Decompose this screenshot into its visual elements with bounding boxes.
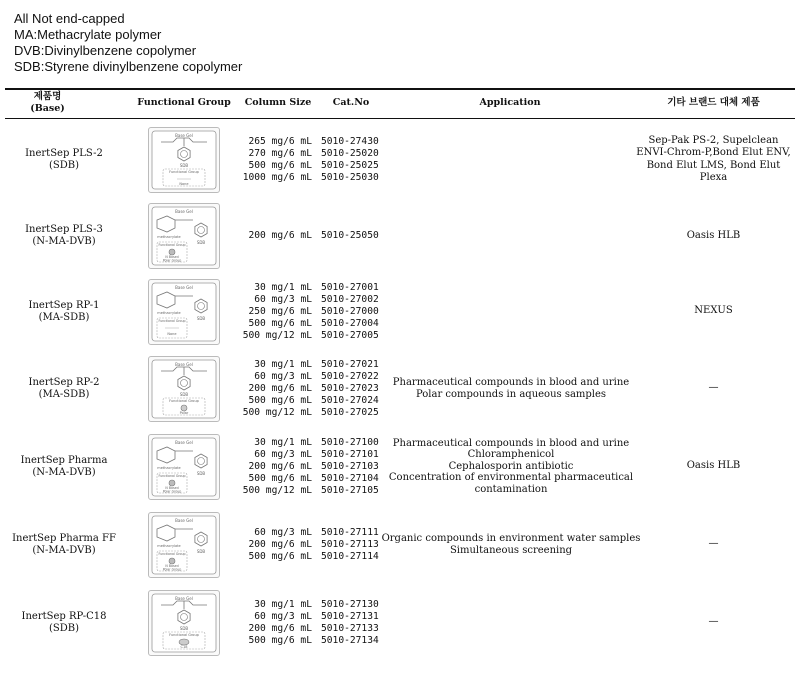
svg-text:Functional Group: Functional Group [169,632,199,637]
column-size: 200 mg/6 mL [248,382,312,394]
svg-text:Base Gel: Base Gel [175,439,193,445]
cat-no: 5010-27133 [321,622,379,634]
application-line: Concentration of environmental pharmaceutical [388,472,634,484]
functional-group-diagram-icon [148,590,220,656]
column-size: 500 mg/6 mL [248,159,312,171]
functional-group-cell [148,274,220,349]
product-base: (N-MA-DVB) [32,466,96,478]
svg-text:Base Gel: Base Gel [175,517,193,523]
column-size: 200 mg/6 mL [248,460,312,472]
column-size: 200 mg/6 mL [248,622,312,634]
product-name: InertSep RP-2 [28,376,100,388]
application-line: Polar compounds in aqueous samples [415,388,607,400]
product-name: InertSep Pharma [20,454,108,466]
cat-no: 5010-27104 [321,472,379,484]
product-name-cell [0,121,128,198]
column-size-cell [228,584,312,661]
functional-group-diagram-icon [148,356,220,422]
column-size-cell [228,274,312,349]
cat-no: 5010-27023 [321,382,379,394]
cat-no: 5010-27101 [321,448,379,460]
column-size: 265 mg/6 mL [248,135,312,147]
application-cell [380,506,642,583]
product-base: (N-MA-DVB) [32,236,96,247]
alternatives-cell [632,274,795,349]
functional-group-diagram-icon [148,279,220,345]
svg-text:methacrylate: methacrylate [157,465,181,470]
svg-text:Polar: Polar [179,410,189,415]
header-column-size: Column Size [244,97,312,108]
svg-text:SDB: SDB [179,162,189,168]
cat-no: 5010-27025 [321,406,379,418]
application-line: Chloramphenicol [467,449,555,461]
column-size-cell [228,350,312,427]
cat-no: 5010-27114 [321,550,379,562]
column-size: 60 mg/3 mL [254,448,312,460]
svg-text:C18: C18 [180,644,188,649]
application-cell [380,584,642,661]
cat-no-cell [321,428,385,505]
legend-line-4: SDB:Styrene divinylbenzene copolymer [14,59,243,74]
alternative-line: Oasis HLB [686,229,741,241]
cat-no: 5010-27000 [321,305,379,317]
column-size-cell [228,199,312,273]
application-line: Pharmaceutical compounds in blood and urine [392,377,630,388]
column-size-cell [228,506,312,583]
column-size: 500 mg/6 mL [248,550,312,562]
alternative-line: ENVI-Chrom-P,Bond Elut ENV, [636,147,791,158]
alternative-line: — [708,538,719,550]
svg-text:Polar Group: Polar Group [162,258,182,263]
alternative-line: Sep-Pak PS-2, Supelclean [648,134,779,146]
column-size: 30 mg/1 mL [254,358,312,370]
cat-no-cell [321,506,385,583]
application-cell [380,428,642,505]
functional-group-cell [148,121,220,198]
column-size-cell [228,428,312,505]
svg-text:SDB: SDB [196,470,206,476]
functional-group-cell [148,428,220,505]
product-base: (MA-SDB) [38,311,90,323]
column-size: 200 mg/6 mL [248,538,312,550]
product-name: InertSep RP-1 [28,299,100,311]
svg-text:Functional Group: Functional Group [158,243,186,247]
cat-no: 5010-27131 [321,610,379,622]
table-row [0,350,795,427]
application-cell [380,121,642,198]
alternative-line: Bond Elut LMS, Bond Elut Plexa [646,159,781,183]
product-name-cell [0,274,128,349]
application-cell [380,350,642,427]
svg-text:SDB: SDB [196,548,206,554]
application-line: Organic compounds in environment water samples [381,533,641,544]
svg-text:Functional Group: Functional Group [158,473,186,478]
header-functional-group: Functional Group [137,97,231,108]
column-size: 500 mg/12 mL [242,329,312,341]
header-application: Application [479,97,541,108]
column-size: 1000 mg/6 mL [242,171,312,183]
column-size: 270 mg/6 mL [248,147,312,159]
column-size: 30 mg/1 mL [254,281,312,293]
application-cell [380,274,642,349]
column-size: 500 mg/6 mL [248,394,312,406]
functional-group-diagram-icon [148,203,220,269]
svg-text:N Based: N Based [165,255,179,259]
column-size: 30 mg/1 mL [254,598,312,610]
alternative-line: — [708,616,719,628]
svg-text:Base Gel: Base Gel [175,209,193,214]
product-name-cell [0,584,128,661]
application-line: Pharmaceutical compounds in blood and urine [392,437,630,449]
svg-text:methacrylate: methacrylate [157,543,181,548]
header-bottom-rule [5,118,795,119]
header-cat-no: Cat.No [332,97,370,108]
product-base: (MA-SDB) [38,388,90,400]
table-row [0,121,795,198]
application-cell [380,199,642,273]
column-size: 500 mg/6 mL [248,634,312,646]
svg-text:N Based: N Based [165,485,179,490]
cat-no-cell [321,121,385,198]
svg-text:SDB: SDB [179,391,189,397]
svg-text:N Based: N Based [165,563,179,568]
functional-group-diagram-icon [148,512,220,578]
cat-no-cell [321,584,385,661]
cat-no: 5010-27111 [321,526,379,538]
cat-no: 5010-27004 [321,317,379,329]
alternatives-cell [632,584,795,661]
column-size: 200 mg/6 mL [248,230,312,241]
svg-text:Base Gel: Base Gel [175,132,193,138]
svg-text:Functional Group: Functional Group [169,398,199,403]
alternatives-cell [632,428,795,505]
product-base: (N-MA-DVB) [32,544,96,556]
cat-no: 5010-27430 [321,135,379,147]
svg-text:Base Gel: Base Gel [175,595,193,601]
cat-no: 5010-25030 [321,171,379,183]
cat-no: 5010-27021 [321,358,379,370]
alternative-line: — [708,382,719,394]
application-line: contamination [474,483,548,495]
product-base: (SDB) [48,622,80,634]
functional-group-cell [148,506,220,583]
cat-no: 5010-27024 [321,394,379,406]
functional-group-cell [148,350,220,427]
svg-text:None: None [179,181,189,186]
cat-no-cell [321,274,385,349]
column-size: 500 mg/6 mL [248,472,312,484]
cat-no: 5010-27130 [321,598,379,610]
application-line: Simultaneous screening [449,544,573,556]
svg-text:None: None [167,331,177,336]
svg-text:SDB: SDB [196,315,206,321]
svg-text:Functional Group: Functional Group [158,318,186,323]
column-size-cell [228,121,312,198]
legend-line-1: All Not end-capped [14,11,125,26]
product-base: (SDB) [48,159,80,171]
svg-text:Base Gel: Base Gel [175,361,193,367]
cat-no: 5010-27100 [321,436,379,448]
product-name: InertSep PLS-2 [25,147,103,159]
cat-no: 5010-27105 [321,484,379,496]
svg-text:Functional Group: Functional Group [158,551,186,556]
functional-group-cell [148,584,220,661]
cat-no: 5010-27103 [321,460,379,472]
column-size: 500 mg/12 mL [242,406,312,418]
alternative-line: NEXUS [694,305,733,317]
column-size: 30 mg/1 mL [254,436,312,448]
legend [14,11,242,75]
cat-no: 5010-25025 [321,159,379,171]
table-row [0,199,795,273]
table-row [0,428,795,505]
product-name: InertSep PLS-3 [25,224,103,235]
header-name-base: (Base) [30,103,65,114]
cat-no: 5010-27002 [321,293,379,305]
cat-no: 5010-27134 [321,634,379,646]
cat-no-cell [321,199,385,273]
cat-no: 5010-25050 [321,230,379,241]
table-header [0,90,795,118]
header-name-korean: 제품명 [33,91,62,102]
functional-group-diagram-icon [148,434,220,500]
alternatives-cell [632,350,795,427]
application-line: Cephalosporin antibiotic [448,460,574,472]
header-alternatives: 기타 브랜드 대체 제품 [667,97,760,108]
product-name-cell [0,506,128,583]
product-name: InertSep Pharma FF [12,532,116,544]
product-name-cell [0,199,128,273]
alternatives-cell [632,506,795,583]
column-size: 60 mg/3 mL [254,293,312,305]
header-product-name [0,91,95,115]
cat-no: 5010-25020 [321,147,379,159]
table-row [0,506,795,583]
svg-text:SDB: SDB [179,625,189,631]
svg-text:Polar Group: Polar Group [162,489,182,493]
column-size: 250 mg/6 mL [248,305,312,317]
alternatives-cell [632,199,795,273]
column-size: 60 mg/3 mL [254,370,312,382]
alternative-line: Oasis HLB [686,460,741,472]
legend-line-3: DVB:Divinylbenzene copolymer [14,43,197,58]
cat-no: 5010-27001 [321,281,379,293]
column-size: 500 mg/12 mL [242,484,312,496]
cat-no: 5010-27022 [321,370,379,382]
svg-text:Polar Group: Polar Group [162,567,182,571]
svg-text:SDB: SDB [196,240,206,245]
product-name: InertSep RP-C18 [21,610,107,622]
svg-text:methacrylate: methacrylate [157,310,181,315]
cat-no: 5010-27113 [321,538,379,550]
table-row [0,274,795,349]
column-size: 60 mg/3 mL [254,610,312,622]
header-top-rule [5,88,795,90]
svg-text:Base Gel: Base Gel [175,284,193,290]
cat-no: 5010-27005 [321,329,379,341]
table-row [0,584,795,661]
product-name-cell [0,350,128,427]
legend-line-2: MA:Methacrylate polymer [14,27,162,42]
functional-group-diagram-icon [148,127,220,193]
cat-no-cell [321,350,385,427]
product-name-cell [0,428,128,505]
svg-text:methacrylate: methacrylate [157,235,181,239]
functional-group-cell [148,199,220,273]
column-size: 500 mg/6 mL [248,317,312,329]
alternatives-cell [632,121,795,198]
column-size: 60 mg/3 mL [254,526,312,538]
svg-text:Functional Group: Functional Group [169,169,199,174]
